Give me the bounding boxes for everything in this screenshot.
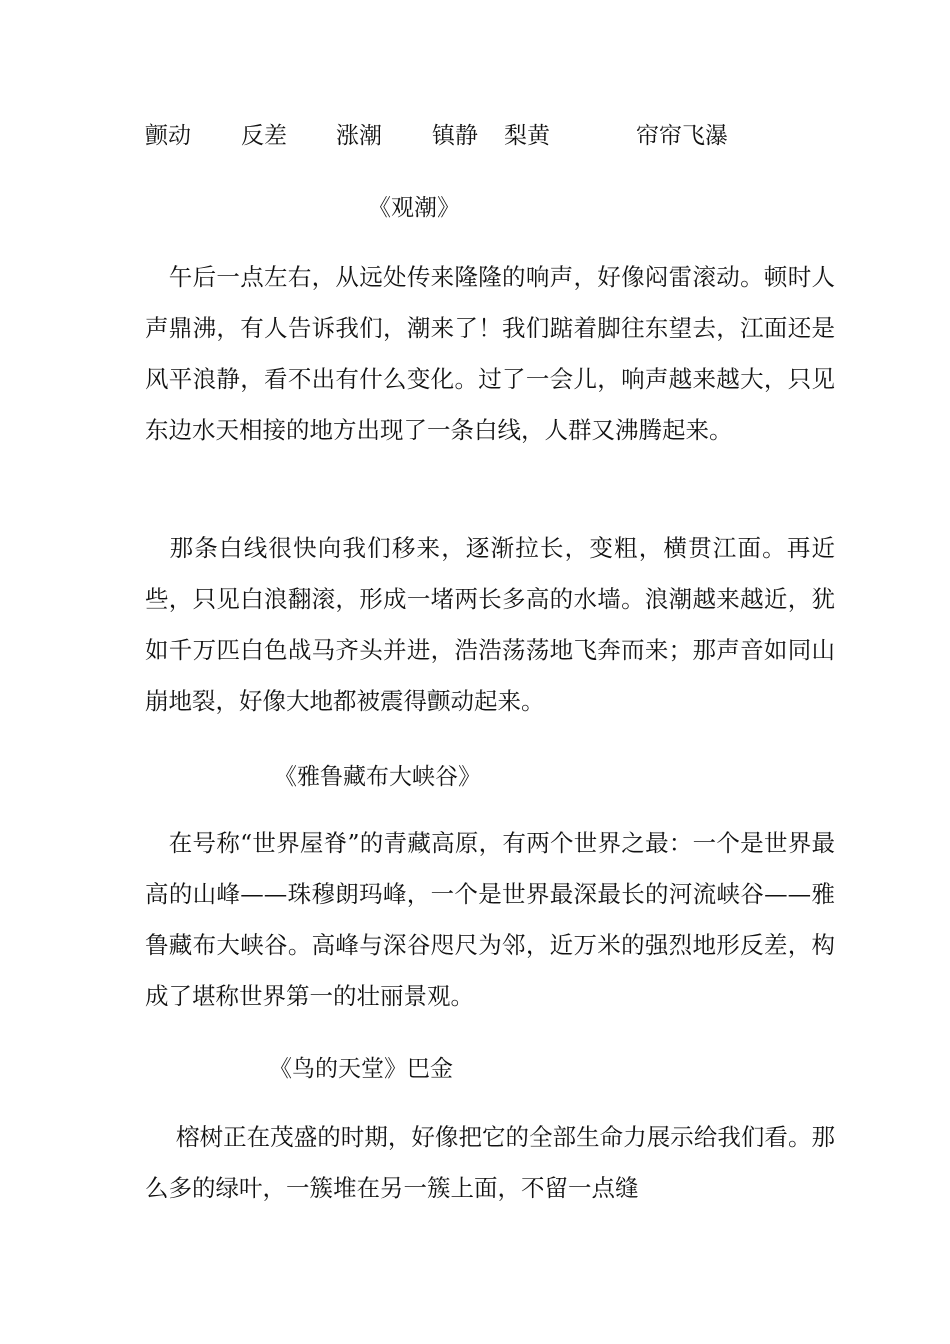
- paragraph: 在号称“世界屋脊”的青藏高原，有两个世界之最：一个是世界最高的山峰——珠穆朗玛峰，一个是世界最深最长的河流峡谷——雅鲁藏布大峡谷。高峰与深谷咫尺为邻，近万米的强烈地形反差，构成了堪称世界第一的壮丽景观。: [145, 829, 835, 1010]
- vocab-word: 涨潮: [336, 123, 382, 149]
- vocab-word: 镇静: [432, 123, 478, 149]
- paragraph: 榕树正在茂盛的时期，好像把它的全部生命力展示给我们看。那么多的绿叶，一簇堆在另一簇上面，不留一点缝: [145, 1123, 835, 1202]
- vocab-word: 帘帘飞瀑: [636, 123, 728, 149]
- vocabulary-list: [0, 117, 950, 153]
- paragraph: 午后一点左右，从远处传来隆隆的响声，好像闷雷滚动。顿时人声鼎沸，有人告诉我们，潮来了！我们踮着脚往东望去，江面还是风平浪静，看不出有什么变化。过了一会儿，响声越来越大，只见东边水天相接的地方出现了一条白线，人群又沸腾起来。: [145, 263, 835, 444]
- section-title: 《观潮》: [368, 195, 460, 221]
- vocab-word: 颤动: [145, 123, 191, 149]
- section-title: 《鸟的天堂》巴金: [269, 1056, 453, 1082]
- vocab-word: 梨黄: [504, 123, 550, 149]
- section-title: 《雅鲁藏布大峡谷》: [274, 764, 481, 790]
- vocab-word: 反差: [241, 123, 287, 149]
- paragraph: 那条白线很快向我们移来，逐渐拉长，变粗，横贯江面。再近些，只见白浪翻滚，形成一堵两长多高的水墙。浪潮越来越近，犹如千万匹白色战马齐头并进，浩浩荡荡地飞奔而来；那声音如同山崩地裂，好像大地都被震得颤动起来。: [145, 534, 835, 715]
